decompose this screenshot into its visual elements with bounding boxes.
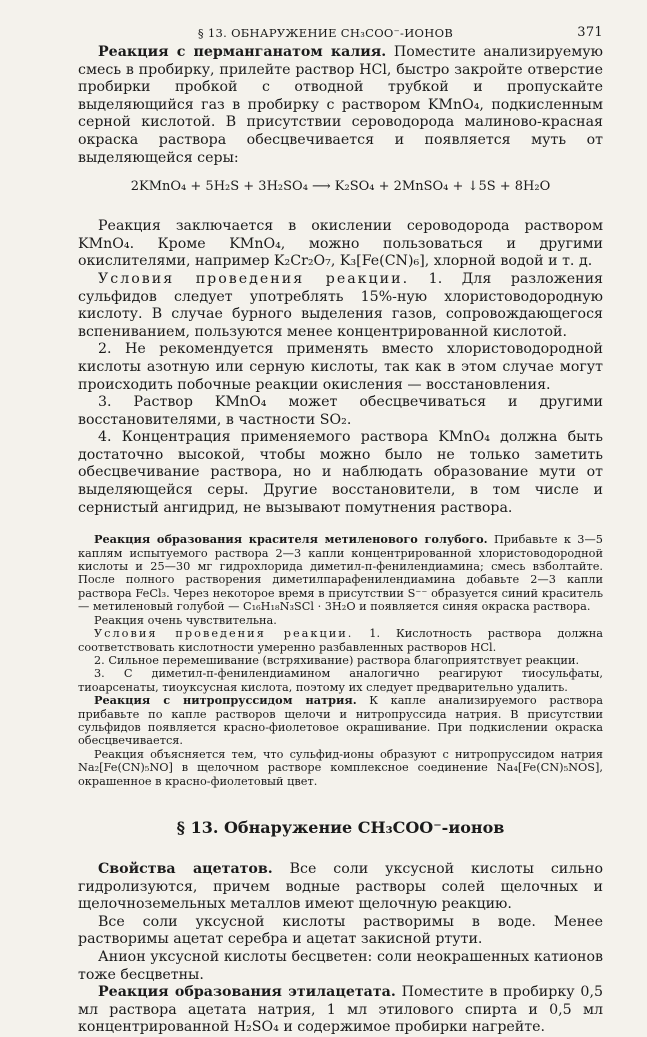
- section-heading: § 13. Обнаружение CH₃COO⁻-ионов: [176, 817, 505, 837]
- conditions-lead: Условия проведения реакции.: [98, 270, 410, 287]
- acetate-section: [78, 861, 603, 1037]
- paragraph: 3. Раствор KMnO₄ может обесцвечиваться и другими восстановителями, в частности SO₂.: [78, 394, 603, 428]
- paragraph: Анион уксусной кислоты бесцветен: соли неокрашенных катионов тоже бесцветны.: [78, 948, 603, 983]
- small-print-block: [78, 533, 603, 788]
- paragraph: [78, 627, 603, 654]
- page-number: 371: [577, 25, 603, 40]
- paragraph-text: К капле анализируемого раствора прибавьте по капле растворов щелочи и нитропруссида натрия. В присутствии сульфидов появляется красно-фиолетовое окрашивание. При подкислении окраска обесцвечивается.: [78, 694, 603, 748]
- paragraph: Реакция заключается в окислении сероводорода раствором KMnO₄. Кроме KMnO₄, можно пользоваться и другими окислителями, например K₂Cr₂O₇, K₃[Fe(CN)₆], хлорной водой и т. д.: [78, 218, 603, 270]
- paragraph: [78, 533, 603, 613]
- paragraph: Реакция объясняется тем, что сульфид-ионы образуют с нитропруссидом натрия Na₂[Fe(CN)₅NO] в щелочном растворе комплексное соединение Na₄[Fe(CN)₅NOS], окрашенное в красно-фиолетовый цвет.: [78, 747, 603, 788]
- paragraph: 2. Сильное перемешивание (встряхивание) раствора благоприятствует реакции.: [94, 653, 580, 667]
- paragraph-text: Прибавьте к 3—5 каплям испытуемого раствора 2—3 капли концентрированной хлористоводородной кислоты и 25—30 мг гидрохлорида диметил-п-фенилендиамина; смесь взболтайте. После полного растворения диметилпарафенилендиамина добавьте 2—3 капли раствора FeCl₃. Через некоторое время в присутствии S⁻⁻ образуется синий краситель — метиленовый голубой — C₁₆H₁₈N₃SCl · 3H₂O и появляется синяя окраска раствора.: [78, 533, 603, 614]
- paragraph: Реакция очень чувствительна.: [94, 613, 277, 627]
- paragraph-lead: Реакция образования красителя метиленового голубого.: [94, 532, 488, 547]
- paragraph: [78, 271, 603, 341]
- paragraph: 4. Концентрация применяемого раствора KMnO₄ должна быть достаточно высокой, чтобы можно было не только заметить обесцвечивание раствора, но и наблюдать образование мути от выделяющейся серы. Другие восстановители, в том числе и сернистый ангидрид, не вызывают помутнения раствора.: [78, 429, 603, 516]
- paragraph: [78, 694, 603, 748]
- paragraph: 2. Не рекомендуется применять вместо хлористоводородной кислоты азотную или серную кислоты, так как в этом случае могут происходить побочные реакции окисления — восстановления.: [78, 341, 603, 393]
- paragraph-text: Поместите в пробирку 0,5 мл раствора ацетата натрия, 1 мл этилового спирта и 0,5 мл концентрированной H₂SO₄ и содержимое пробирки нагрейте.: [78, 984, 603, 1036]
- paragraph-text: 1. Кислотность раствора должна соответствовать кислотности умеренно разбавленных растворов HCl.: [78, 627, 603, 654]
- paragraph-text: 1. Для разложения сульфидов следует употреблять 15%-ную хлористоводородную кислоту. В случае бурного выделения газов, сопровождающегося вспениванием, пользуются менее концентрированной кислотой.: [78, 270, 603, 340]
- reaction-equation: 2KMnO₄ + 5H₂S + 3H₂SO₄ ⟶ K₂SO₄ + 2MnSO₄ + ↓5S + 8H₂O: [130, 179, 551, 195]
- paragraph: [78, 861, 603, 914]
- paragraph: Все соли уксусной кислоты растворимы в воде. Менее растворимы ацетат серебра и ацетат закисной ртути.: [78, 913, 603, 948]
- running-header: [78, 22, 603, 44]
- paragraph-text: Поместите анализируемую смесь в пробирку, прилейте раствор HCl, быстро закройте отверстие пробирки пробкой с отводной трубкой и пропускайте выделяющийся газ в пробирку с раствором KMnO₄, подкисленным серной кислотой. В присутствии сероводорода малиново-красная окраска раствора обесцвечивается и появляется муть от выделяющейся серы:: [78, 44, 603, 166]
- running-title: § 13. ОБНАРУЖЕНИЕ CH₃COO⁻-ИОНОВ: [197, 26, 454, 40]
- paragraph: [78, 984, 603, 1037]
- permanganate-reaction-block: [78, 44, 603, 517]
- paragraph-lead: Реакция с нитропруссидом натрия.: [94, 693, 357, 708]
- paragraph-lead: Реакция с перманганатом калия.: [98, 44, 387, 60]
- conditions-lead: Условия проведения реакции.: [94, 627, 354, 641]
- paragraph-lead: Реакция образования этилацетата.: [98, 984, 396, 1001]
- paragraph-lead: Свойства ацетатов.: [98, 860, 273, 877]
- paragraph: [78, 44, 603, 167]
- paragraph-text: Все соли уксусной кислоты сильно гидролизуются, причем водные растворы солей щелочных и щелочноземельных металлов имеют щелочную реакцию.: [78, 860, 604, 913]
- paragraph: 3. С диметил-п-фенилендиамином аналогично реагируют тиосульфаты, тиоарсенаты, тиоуксусная кислота, поэтому их следует предварительно удалить.: [78, 667, 603, 694]
